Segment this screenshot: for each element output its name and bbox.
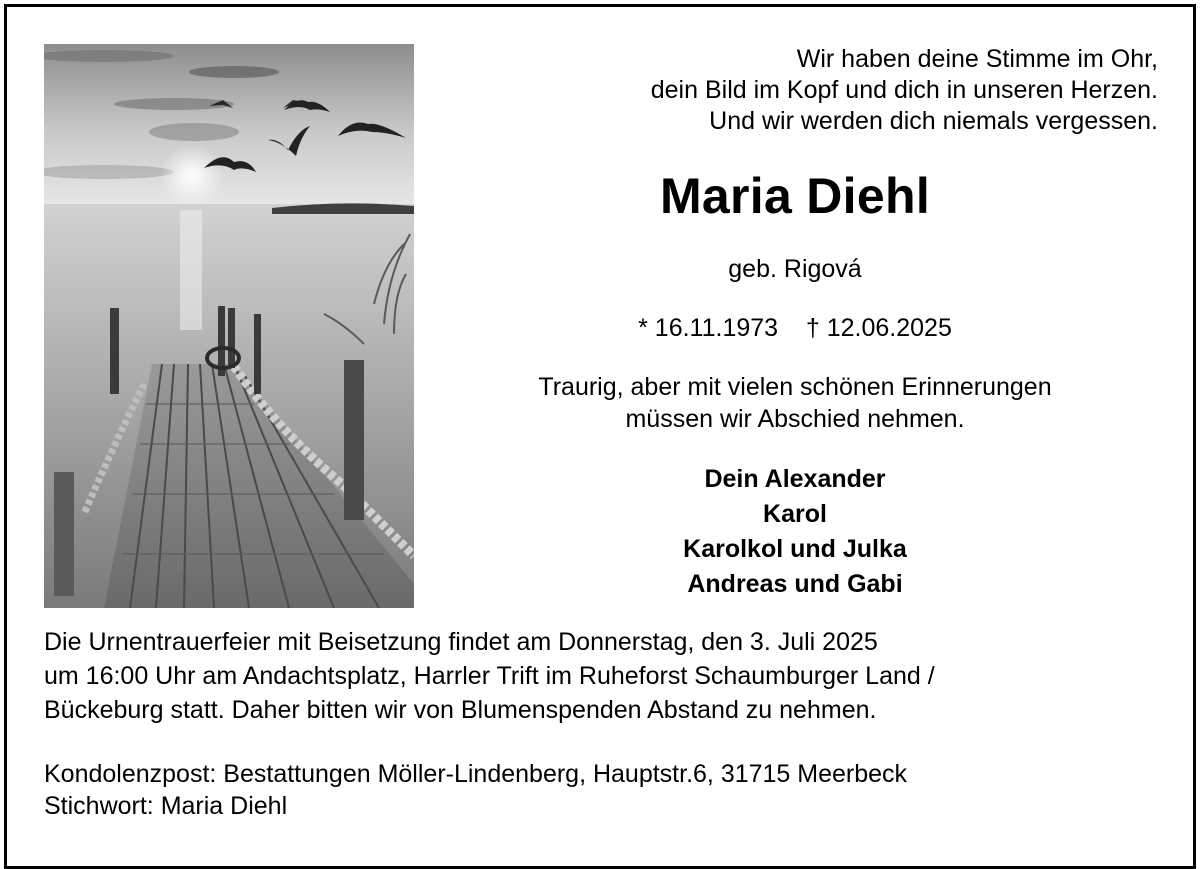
birth-date: * 16.11.1973	[638, 314, 779, 342]
condolence-keyword: Stichwort: Maria Diehl	[44, 792, 288, 820]
ceremony-line: um 16:00 Uhr am Andachtsplatz, Harrler Trift im Ruheforst Schaumburger Land /	[44, 662, 935, 690]
deceased-name: Maria Diehl	[659, 168, 931, 224]
poem-line: dein Bild im Kopf und dich in unseren Herzen.	[650, 76, 1158, 104]
mourners-list	[560, 462, 1030, 602]
birth-name: geb. Rigová	[728, 255, 862, 283]
life-dates	[560, 312, 1030, 344]
condolence-info	[44, 758, 1164, 822]
ceremony-info	[44, 625, 1164, 727]
mourner: Dein Alexander	[704, 465, 886, 493]
mourner: Karol	[763, 500, 827, 528]
mourner: Karolkol und Julka	[683, 535, 907, 563]
death-date: † 12.06.2025	[805, 314, 952, 342]
ceremony-line: Die Urnentrauerfeier mit Beisetzung findet am Donnerstag, den 3. Juli 2025	[44, 628, 878, 656]
poem-line: Wir haben deine Stimme im Ohr,	[796, 45, 1158, 73]
jetty-sunset-photo	[44, 44, 414, 608]
farewell-text	[440, 371, 1150, 435]
condolence-address: Kondolenzpost: Bestattungen Möller-Lindenberg, Hauptstr.6, 31715 Meerbeck	[44, 760, 908, 788]
ceremony-line: Bückeburg statt. Daher bitten wir von Blumenspenden Abstand zu nehmen.	[44, 696, 877, 724]
farewell-line: Traurig, aber mit vielen schönen Erinnerungen	[538, 373, 1052, 401]
farewell-line: müssen wir Abschied nehmen.	[625, 405, 965, 433]
memorial-poem	[458, 44, 1158, 137]
mourner: Andreas und Gabi	[687, 570, 903, 598]
poem-line: Und wir werden dich niemals vergessen.	[709, 107, 1158, 135]
